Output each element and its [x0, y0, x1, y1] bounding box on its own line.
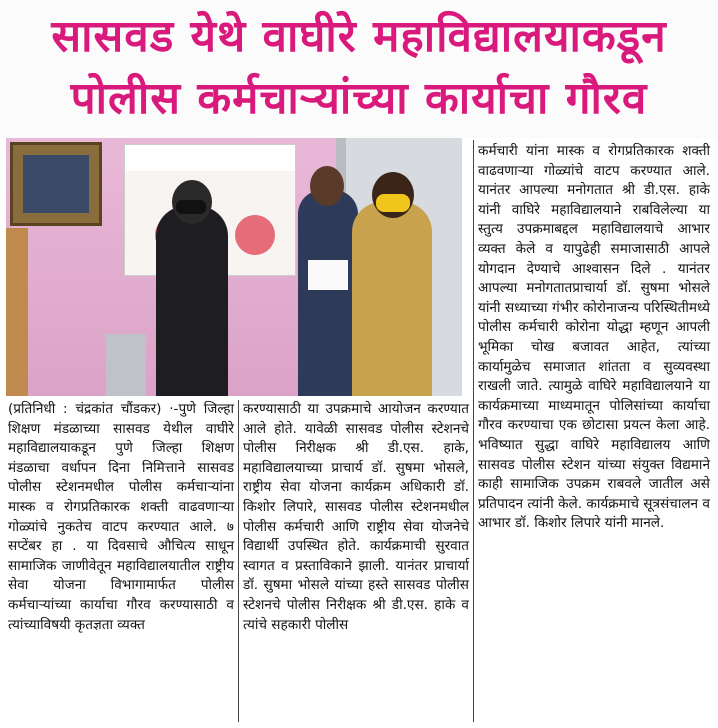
- photo-left-edge: [6, 228, 28, 396]
- headline-line-1: सासवड येथे वाघीरे महाविद्यालयाकडून: [51, 11, 667, 62]
- article-column-1: [8, 400, 234, 635]
- person-head: [310, 166, 344, 206]
- column-divider: [238, 400, 239, 722]
- column-2-text: करण्यासाठी या उपक्रमाचे आयोजन करण्यात आले होते. यावेळी सासवड पोलीस स्टेशनचे पोलीस निरीक्षक श्री डी.एस. हाके, महाविद्यालयाच्या प्राचार्य डॉ. सुषमा भोसले, राष्ट्रीय सेवा योजना कार्यक्रम अधिकारी डॉ. किशोर लिपारे, सासवड पोलीस स्टेशनमधील पोलीस कर्मचारी आणि राष्ट्रीय सेवा योजनेचे विद्यार्थी उपस्थित होते. कार्यक्रमाची सुरवात स्वागत व प्रस्ताविकाने झाली. यानंतर प्राचार्या डॉ. सुषमा भोसले यांच्या हस्ते सासवड पोलीस स्टेशनचे पोलीस निरीक्षक श्री डी.एस. हाके व त्यांचे सहकारी पोलीस: [243, 401, 469, 633]
- column-1-text: (प्रतिनिधी : चंद्रकांत चौंडकर) ·-पुणे जिल्हा शिक्षण मंडळाच्या सासवड येथील वाघीरे महाविद्यालयाकडून पुणे जिल्हा शिक्षण मंडळाचा वर्धापन दिना निमित्ताने सासवड पोलीस स्टेशनमधील पोलीस कर्मचाऱ्यांना मास्क व रोगप्रतिकारक शक्ती वाढवणाऱ्या गोळ्यांचे नुकतेच वाटप करण्यात आले. ७ सप्टेंबर हा . या दिवसाचे औचित्य साधून सामाजिक जाणीवेतून महाविद्यालयातील राष्ट्रीय सेवा योजना विभागामार्फत पोलीस कर्मचाऱ्यांच्या कार्याचा गौरव करण्यासाठी व त्यांच्याविषयी कृतज्ञता व्यक्त: [8, 401, 234, 633]
- stand: [106, 334, 146, 396]
- mask-icon: [176, 200, 206, 214]
- person-left: [156, 206, 228, 396]
- article-column-2: [243, 400, 469, 635]
- mask-icon: [376, 194, 410, 212]
- frame-picture: [23, 155, 89, 213]
- paper-icon: [308, 260, 348, 290]
- person-right: [352, 202, 432, 396]
- headline-line-2: पोलीस कर्मचाऱ्यांच्या कार्याचा गौरव: [70, 73, 648, 124]
- column-3-text: कर्मचारी यांना मास्क व रोगप्रतिकारक शक्ती वाढवणाऱ्या गोळ्यांचे वाटप करण्यात आले. यानंतर आपल्या मनोगतात श्री डी.एस. हाके यांनी वाघिरे महाविद्यालयाने राबविलेल्या या स्तुत्य उपक्रमाबद्दल महाविद्यालयाचे आभार व्यक्त केले व यापुढेही समाजासाठी आपले योगदान देण्याचे आश्वासन दिले . यानंतर आपल्या मनोगतातप्राचार्या डॉ. सुषमा भोसले यांनी सध्याच्या गंभीर कोरोनाजन्य परिस्थितीमध्ये पोलीस कर्मचारी कोरोना योद्धा म्हणून आपली भूमिका चोख बजावत आहेत, त्यांच्या कार्यामुळेच समाजात शांतता व सुव्यवस्था राखली जाते. त्यामुळे वाघिरे महाविद्यालयाने या कार्यक्रमाच्या माध्यमातून पोलिसांच्या कार्याचा गौरव करण्याचा एक छोटासा प्रयत्न केला आहे. भविष्यात सुद्धा वाघिरे महाविद्यालय आणि सासवड पोलीस स्टेशन यांच्या संयुक्त विद्यमाने काही सामाजिक उपक्रम राबवले जातील असे प्रतिपादन त्यांनी केले. कार्यक्रमाचे सूत्रसंचालन व आभार डॉ. किशोर लिपारे यांनी मानले.: [478, 143, 710, 532]
- wall-frame: [10, 142, 102, 226]
- poster-graphic: [235, 215, 275, 255]
- person-middle: [298, 190, 358, 396]
- news-photo: [6, 138, 462, 396]
- poster-band: [125, 145, 295, 171]
- column-divider: [473, 140, 474, 722]
- headline-block: [0, 0, 718, 138]
- article-column-3: [478, 142, 710, 534]
